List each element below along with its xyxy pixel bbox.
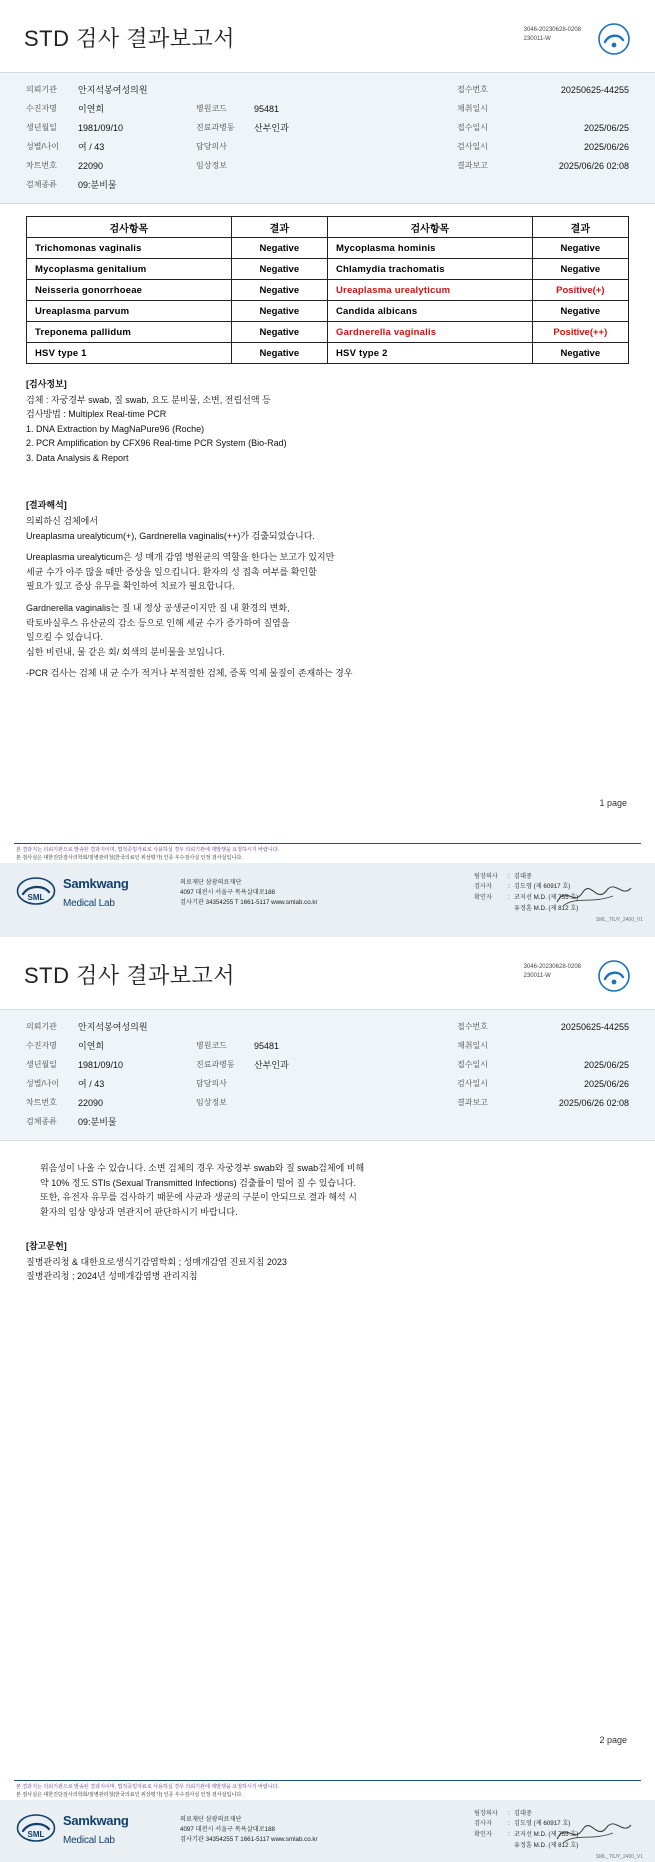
interpretation-line: Gardnerella vaginalis는 질 내 정상 공생균이지만 질 내 환경의 변화,	[26, 602, 290, 613]
info-value: 22090	[78, 160, 104, 171]
info-value: 2025/06/26	[583, 1078, 629, 1089]
test-result: Negative	[532, 343, 628, 364]
test-result: Negative	[532, 259, 628, 280]
info-label: 의뢰기관	[26, 85, 57, 94]
header-barcode-text-2	[524, 959, 581, 980]
test-result-positive: Positive(++)	[532, 322, 628, 343]
footer-logo-line1: Samkwang	[63, 876, 129, 892]
interpretation-line: 심한 비린내, 물 같은 회/ 회색의 분비물을 보입니다.	[26, 646, 225, 657]
info-value: 산부인과	[254, 123, 289, 133]
table-row	[27, 238, 629, 259]
info-label: 진료과병동	[196, 1060, 235, 1069]
info-value: 2025/06/26 02:08	[558, 1097, 629, 1108]
table-row	[27, 280, 629, 301]
footer-address	[176, 878, 474, 909]
info-label: 차트번호	[26, 161, 57, 170]
table-row	[27, 322, 629, 343]
footer-logo	[16, 1812, 176, 1847]
info-label: 검사일시	[457, 142, 488, 151]
info-value: 안지석봉여성의원	[78, 85, 148, 95]
signature-scribble-icon	[553, 1815, 633, 1854]
info-row	[26, 1112, 629, 1131]
test-name: Treponema pallidum	[27, 322, 232, 343]
col-header-test-left: 검사항목	[27, 217, 232, 238]
signature-label: 확인자	[474, 894, 492, 901]
signature-row: 팀장의사 : 김대중	[474, 1809, 639, 1820]
info-label: 의뢰기관	[26, 1022, 57, 1031]
info-label: 접수번호	[457, 1022, 488, 1031]
test-result-positive: Positive(+)	[532, 280, 628, 301]
info-value: 1981/09/10	[78, 1059, 124, 1070]
info-label: 성별/나이	[26, 142, 60, 151]
test-name: Candida albicans	[327, 301, 532, 322]
footer-doc-code: SML_TIUY_2400_V1	[595, 917, 643, 923]
interpretation-line: 의뢰하신 검체에서	[26, 516, 99, 527]
footer-logo-line2: Medical Lab	[63, 1835, 115, 1846]
info-label: 접수일시	[457, 123, 488, 132]
footer-notice-line1: 본 결과지는 의뢰기관으로 발송된 결과지이며, 법적증빙자료로 사용하실 경우 의뢰기관에 재발행을 요청하시기 바랍니다.	[16, 1784, 279, 1791]
patient-info-band-1	[0, 72, 655, 204]
header-code-line2-2: 230011-W	[523, 972, 551, 979]
footer-notice-line2: 본 검사실은 대한진단검사의학회/질병관리청(한국의료인 위상평가) 인증 우수검사실 인정 검사실입니다.	[16, 855, 243, 862]
info-label: 담당의사	[196, 1079, 227, 1088]
page-number-2: 2 page	[599, 1735, 627, 1745]
col-header-test-right: 검사항목	[327, 217, 532, 238]
signature-scribble-icon	[553, 878, 633, 917]
test-info-line: 검체 : 자궁경부 swab, 질 swab, 요도 분비물, 소변, 전립선액 등	[26, 394, 271, 405]
footer-address-line3: 검사기관 34354255 T 1661-5117 www.smlab.co.kr	[180, 1836, 318, 1844]
info-label: 성별/나이	[26, 1079, 60, 1088]
signature-row: 팀장의사 : 김대중	[474, 872, 639, 883]
page1-header	[0, 0, 655, 66]
test-result: Negative	[231, 343, 327, 364]
info-value: 95481	[254, 103, 280, 114]
info-row	[26, 137, 629, 156]
interpretation-line: 일으킬 수 있습니다.	[26, 632, 104, 643]
footer-body	[0, 1800, 655, 1862]
info-label: 임상정보	[196, 1098, 227, 1107]
sml-logo-icon	[597, 22, 631, 56]
results-table-wrap-1	[0, 204, 655, 364]
info-row	[26, 118, 629, 137]
info-label: 수진자명	[26, 1041, 57, 1050]
info-label: 임상정보	[196, 161, 227, 170]
patient-info-band-2	[0, 1009, 655, 1141]
info-label: 결과보고	[457, 161, 488, 170]
test-info-section	[0, 377, 655, 465]
results-table	[26, 216, 629, 364]
signature-value: 김도영 (제 60917 호)	[514, 1820, 571, 1828]
signature-row: 확인자 : 코지선 M.D. (제 755 호)	[474, 893, 639, 904]
test-result: Negative	[231, 322, 327, 343]
col-header-result-left: 결과	[231, 217, 327, 238]
signature-label: 검사자	[474, 1820, 492, 1828]
info-label: 검체종류	[26, 1117, 57, 1126]
footer-address-line2: 4097 대전시 서울구 목욕살대로188	[180, 1825, 275, 1833]
info-label: 수진자명	[26, 104, 57, 113]
test-name: Mycoplasma hominis	[327, 238, 532, 259]
test-result: Negative	[231, 259, 327, 280]
continuation-line: 또한, 유전자 유무를 검사하기 때문에 사균과 생균의 구분이 안되므로 결과 해석 시	[40, 1192, 357, 1203]
info-value: 1981/09/10	[78, 122, 124, 133]
info-row	[26, 1093, 629, 1112]
info-label: 병원코드	[196, 1041, 227, 1050]
interpretation-line: Ureaplasma urealyticum은 성 매개 감염 병원균의 역할을 한다는 보고가 있지만	[26, 552, 335, 563]
footer-logo-text	[63, 1812, 129, 1847]
test-result: Negative	[532, 301, 628, 322]
info-row	[26, 175, 629, 194]
info-row	[26, 1055, 629, 1074]
info-label: 진료과병동	[196, 123, 235, 132]
info-label: 생년월일	[26, 1060, 57, 1069]
footer-logo-text	[63, 875, 129, 910]
signature-value: 유정훈 M.D. (제 812 호)	[514, 1841, 579, 1849]
signature-value: 김대중	[514, 872, 532, 880]
sml-logo-icon-2	[597, 959, 631, 993]
report-page-2	[0, 937, 655, 1862]
page-title: STD 검사 결과보고서	[24, 26, 235, 51]
table-header-row	[27, 217, 629, 238]
references-section	[0, 1239, 655, 1284]
signature-value: 코지선 M.D. (제 755 호)	[514, 1831, 579, 1838]
footer-address-line1: 의료재단 삼광의료재단	[180, 878, 242, 886]
info-label: 접수번호	[457, 85, 488, 94]
continuation-line: 약 10% 정도 STIs (Sexual Transmitted Infections) 검출률이 떨어 질 수 있습니다.	[40, 1177, 356, 1188]
signature-label: 팀장의사	[474, 1809, 498, 1817]
header-right-2	[524, 959, 631, 993]
table-row	[27, 343, 629, 364]
footer-notice-line1: 본 결과지는 의뢰기관으로 발송된 결과지이며, 법적증빙자료로 사용하실 경우 의뢰기관에 재발행을 요청하시기 바랍니다.	[16, 847, 279, 854]
interpretation-line: 필요가 있고 증상 유무를 확인하여 치료가 필요합니다.	[26, 581, 235, 592]
info-value: 2025/06/25	[583, 122, 629, 133]
signature-value: 김대중	[514, 1809, 532, 1817]
continuation-section	[0, 1161, 655, 1219]
info-row	[26, 1074, 629, 1093]
info-value: 20250625-44255	[560, 84, 629, 95]
test-name: Neisseria gonorrhoeae	[27, 280, 232, 301]
svg-text:SML: SML	[27, 892, 45, 902]
info-value: 이연희	[78, 104, 105, 114]
info-label: 검사일시	[457, 1079, 488, 1088]
interpretation-line: 락토바실루스 유산균의 감소 등으로 인해 세균 수가 증가하여 질염을	[26, 617, 290, 628]
info-value: 여 / 43	[78, 142, 105, 152]
info-row	[26, 1017, 629, 1036]
footer-address	[176, 1815, 474, 1846]
info-label: 생년월일	[26, 123, 57, 132]
reference-line: 질병관리청 & 대한요로생식기감염학회 ; 성매개감염 진료지침 2023	[26, 1256, 287, 1267]
test-info-line: 1. DNA Extraction by MagNaPure96 (Roche)	[26, 423, 205, 434]
info-label: 검체종류	[26, 180, 57, 189]
info-value: 20250625-44255	[560, 1021, 629, 1032]
signature-row: 확인자 : 코지선 M.D. (제 755 호)	[474, 1830, 639, 1841]
info-value: 2025/06/26 02:08	[558, 160, 629, 171]
test-name: HSV type 1	[27, 343, 232, 364]
footer-address-line3: 검사기관 34354255 T 1661-5117 www.smlab.co.kr	[180, 899, 318, 907]
footer-signatures	[474, 872, 639, 914]
test-result: Negative	[231, 301, 327, 322]
info-label: 담당의사	[196, 142, 227, 151]
interpretation-line: -PCR 검사는 검체 내 균 수가 적거나 부적절한 검체, 증폭 억제 물질이 존재하는 경우	[26, 668, 353, 679]
info-label: 채취일시	[457, 1041, 488, 1050]
page-separator	[0, 925, 655, 937]
header-code-line2: 230011-W	[523, 35, 551, 42]
signature-row: 검사자 : 김도영 (제 60917 호)	[474, 1819, 639, 1830]
page2-header	[0, 937, 655, 1003]
footer-address-line2: 4097 대전시 서울구 목욕살대로188	[180, 888, 275, 896]
interpretation-section	[0, 498, 655, 680]
svg-text:SML: SML	[27, 1829, 45, 1839]
continuation-line: 위음성이 나올 수 있습니다. 소변 검체의 경우 자궁경부 swab와 질 swab검체에 비해	[40, 1163, 365, 1173]
test-info-line: 2. PCR Amplification by CFX96 Real-time PCR System (Bio-Rad)	[26, 438, 287, 449]
page-title-2: STD 검사 결과보고서	[24, 963, 235, 988]
signature-value: 코지선 M.D. (제 755 호)	[514, 894, 579, 901]
footer-body	[0, 863, 655, 925]
test-name: HSV type 2	[327, 343, 532, 364]
info-value: 2025/06/25	[583, 1059, 629, 1070]
signature-label: 팀장의사	[474, 872, 498, 880]
footer-logo-line2: Medical Lab	[63, 898, 115, 909]
test-name-positive: Ureaplasma urealyticum	[327, 280, 532, 301]
info-row	[26, 156, 629, 175]
signature-label	[474, 1841, 508, 1852]
test-result: Negative	[231, 280, 327, 301]
footer-notice-line2: 본 검사실은 대한진단검사의학회/질병관리청(한국의료인 위상평가) 인증 우수검사실 인정 검사실입니다.	[16, 1792, 243, 1799]
signature-label: 검사자	[474, 883, 492, 891]
test-info-line: 3. Data Analysis & Report	[26, 452, 129, 463]
col-header-result-right: 결과	[532, 217, 628, 238]
header-right	[524, 22, 631, 56]
info-row	[26, 99, 629, 118]
reference-line: 질병관리청 ; 2024년 성매개감염병 관리지침	[26, 1271, 198, 1282]
footer-notice	[0, 1781, 655, 1800]
signature-value: 유정훈 M.D. (제 812 호)	[514, 904, 579, 912]
test-name: Trichomonas vaginalis	[27, 238, 232, 259]
test-info-line: 검사방법 : Multiplex Real-time PCR	[26, 409, 167, 420]
info-value: 95481	[254, 1040, 280, 1051]
test-name: Ureaplasma parvum	[27, 301, 232, 322]
test-name-positive: Gardnerella vaginalis	[327, 322, 532, 343]
header-code-line1-2: 3046-20230628-0208	[523, 964, 581, 970]
test-result: Negative	[532, 238, 628, 259]
signature-label: 확인자	[474, 1831, 492, 1838]
footer-logo	[16, 875, 176, 910]
page-number-1: 1 page	[599, 798, 627, 808]
table-row	[27, 301, 629, 322]
signature-label	[474, 904, 508, 915]
info-value: 2025/06/26	[583, 141, 629, 152]
sml-footer-logo-icon	[16, 1813, 56, 1848]
report-page-1	[0, 0, 655, 925]
interpretation-line: Ureaplasma urealyticum(+), Gardnerella vaginalis(++)가 검출되었습니다.	[26, 530, 315, 541]
test-result: Negative	[231, 238, 327, 259]
test-name: Mycoplasma genitalium	[27, 259, 232, 280]
info-row	[26, 80, 629, 99]
interpretation-heading: [결과해석]	[26, 500, 67, 511]
info-label: 차트번호	[26, 1098, 57, 1107]
info-value: 안지석봉여성의원	[78, 1022, 148, 1032]
header-barcode-text	[524, 22, 581, 43]
info-value: 09:분비물	[78, 180, 117, 190]
info-label: 채취일시	[457, 104, 488, 113]
sml-footer-logo-icon	[16, 876, 56, 911]
interpretation-line: 세균 수가 아주 많을 때만 증상을 일으킵니다. 환자의 성 접촉 여부를 확인할	[26, 566, 317, 577]
info-label: 접수일시	[457, 1060, 488, 1069]
footer-doc-code: SML_TIUY_2400_V1	[595, 1854, 643, 1860]
info-value: 이연희	[78, 1041, 105, 1051]
info-value: 09:분비물	[78, 1117, 117, 1127]
footer-address-line1: 의료재단 삼광의료재단	[180, 1815, 242, 1823]
info-value: 22090	[78, 1097, 104, 1108]
info-label: 병원코드	[196, 104, 227, 113]
info-row	[26, 1036, 629, 1055]
info-value: 산부인과	[254, 1060, 289, 1070]
info-value: 여 / 43	[78, 1079, 105, 1089]
table-row	[27, 259, 629, 280]
signature-row: 검사자 : 김도영 (제 60917 호)	[474, 882, 639, 893]
references-heading: [참고문헌]	[26, 1241, 67, 1252]
footer-logo-line1: Samkwang	[63, 1813, 129, 1829]
info-label: 결과보고	[457, 1098, 488, 1107]
test-name: Chlamydia trachomatis	[327, 259, 532, 280]
signature-value: 김도영 (제 60917 호)	[514, 883, 571, 891]
page1-footer	[0, 843, 655, 925]
continuation-line: 환자의 임상 양상과 연관지어 판단하시기 바랍니다.	[40, 1206, 238, 1217]
footer-signatures	[474, 1809, 639, 1851]
test-info-heading: [검사정보]	[26, 379, 67, 389]
header-code-line1: 3046-20230628-0208	[523, 27, 581, 33]
footer-notice	[0, 844, 655, 863]
